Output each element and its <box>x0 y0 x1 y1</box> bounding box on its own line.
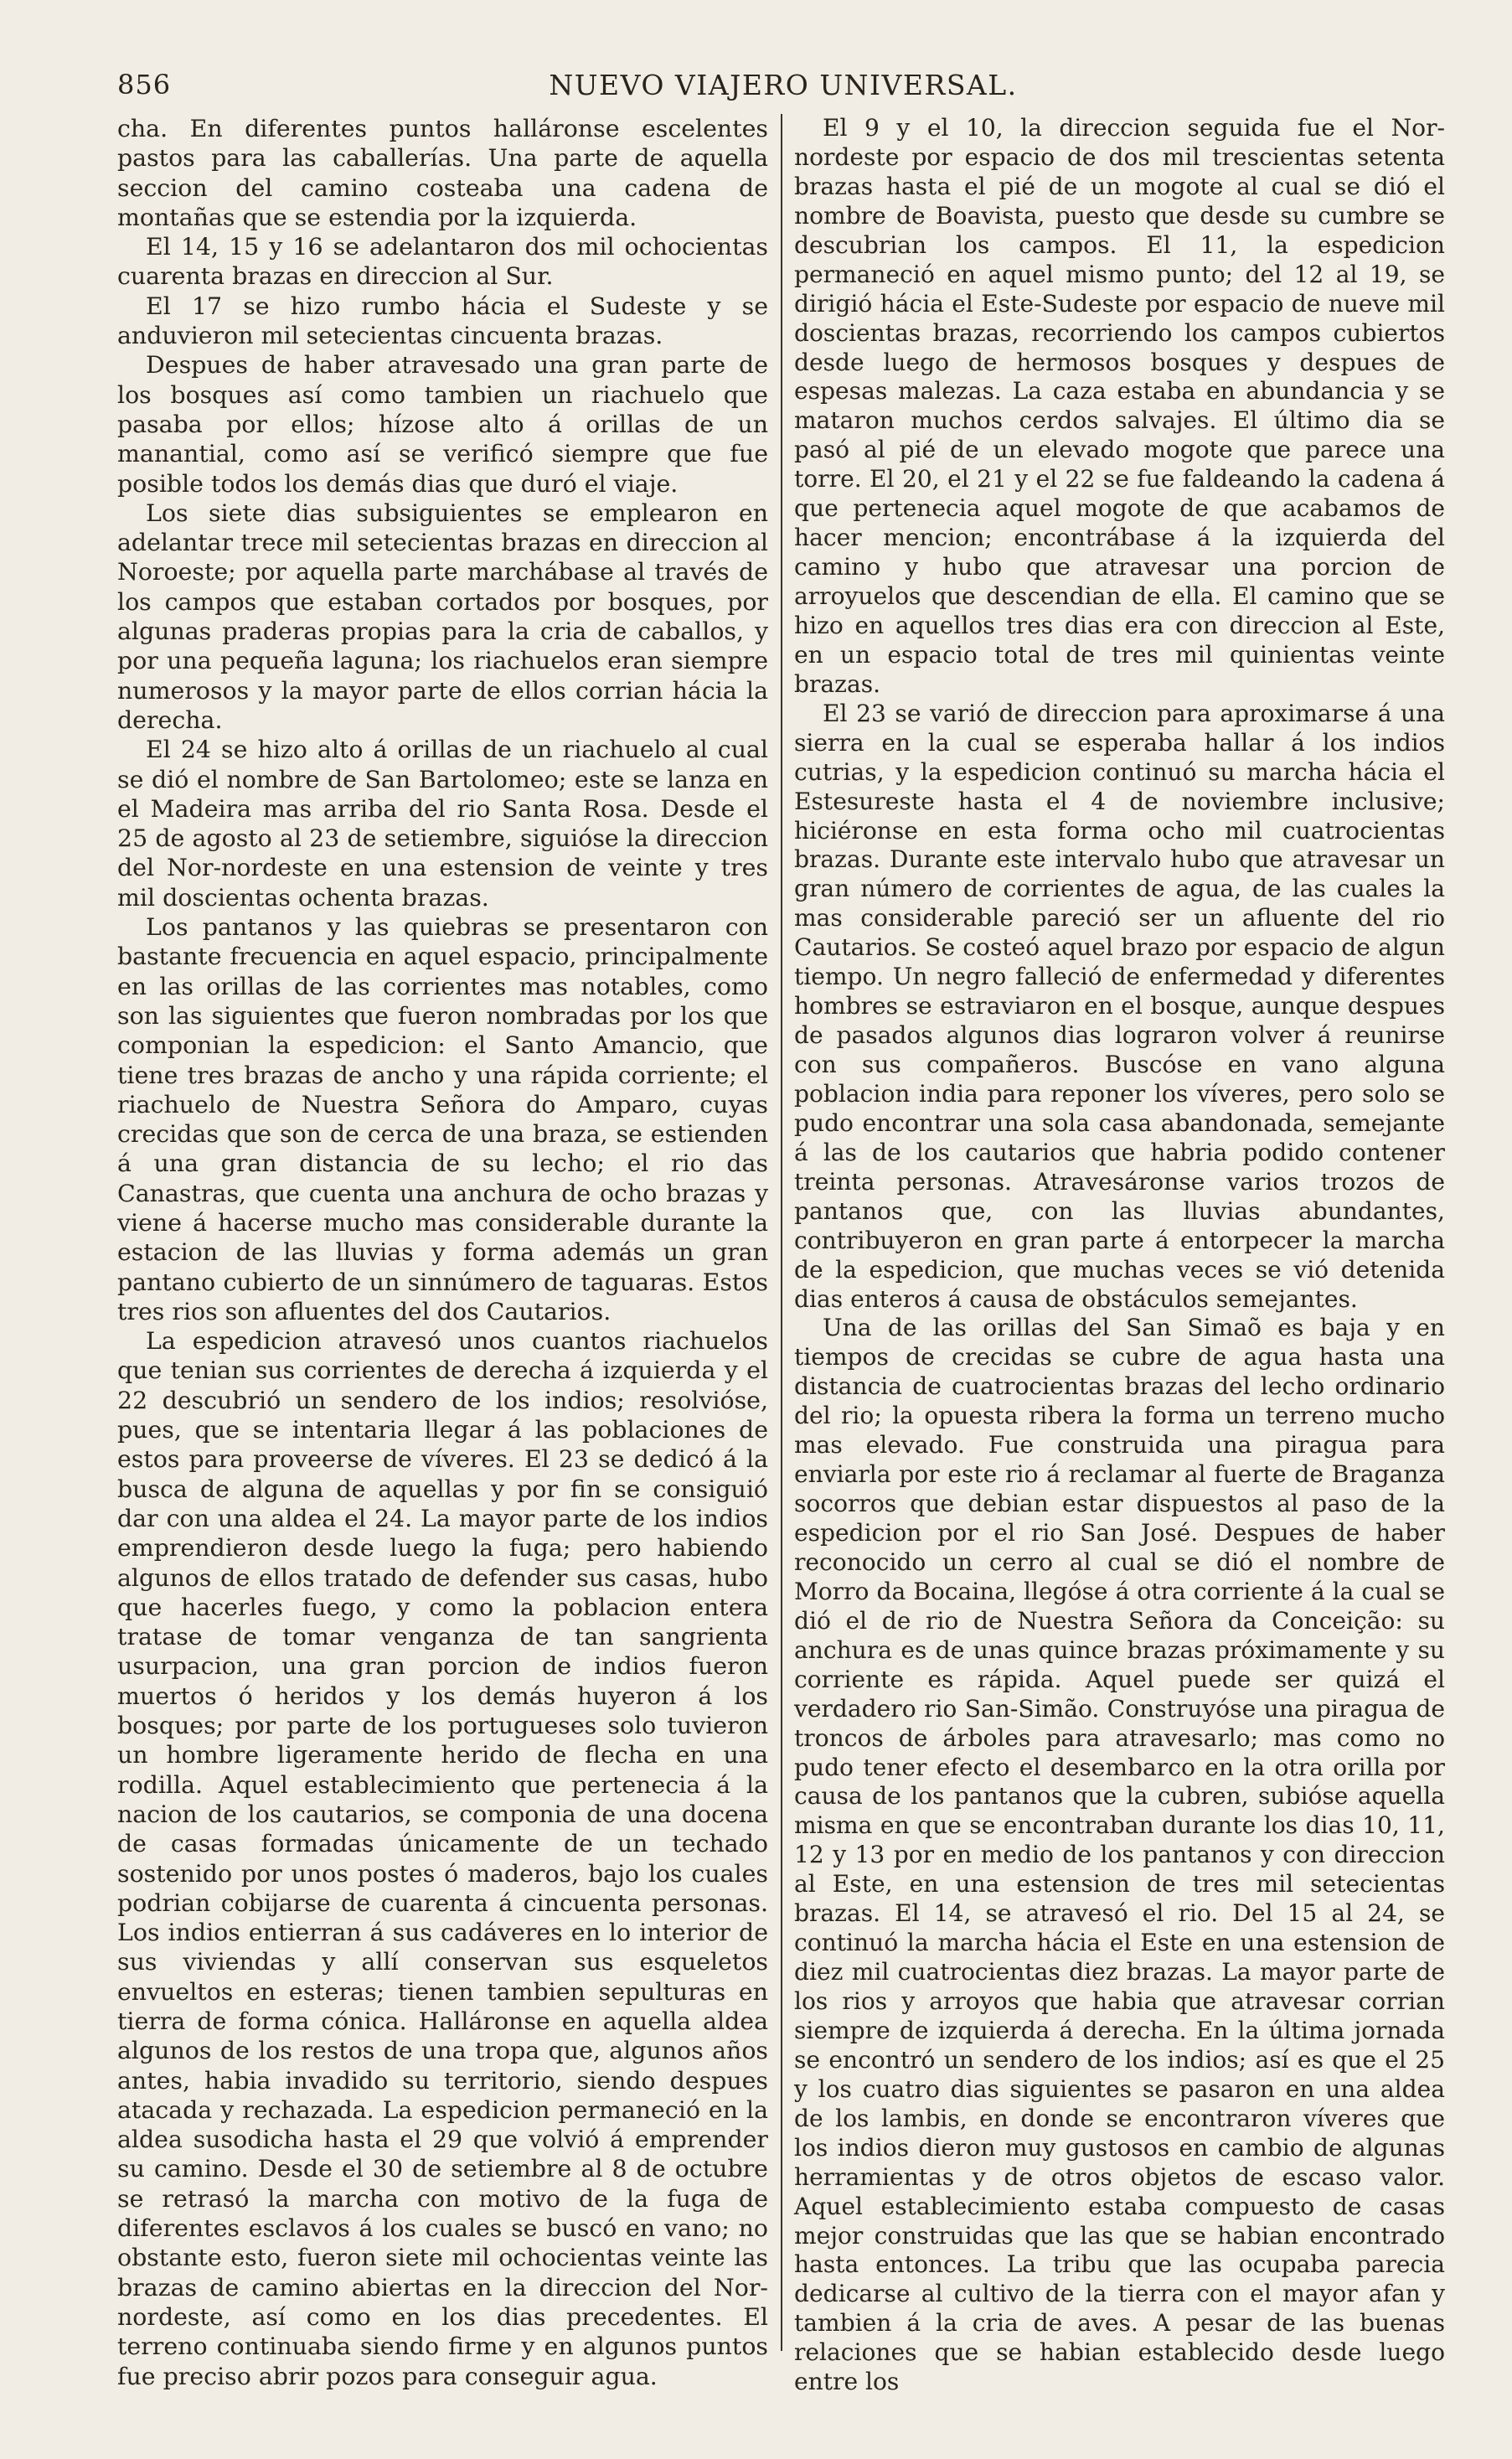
paragraph: El 14, 15 y 16 se adelantaron dos mil ochocientas cuarenta brazas en direccion al Sur. <box>117 233 768 291</box>
paragraph: El 9 y el 10, la direccion seguida fue el Nor-nordeste por espacio de dos mil trescientas setenta brazas hasta el pié de un mogote al cual se dió el nombre de Boavista, puesto que desde su cumbre se descubrian los campos. El 11, la espedicion permaneció en aquel mismo punto; del 12 al 19, se dirigió hácia el Este-Sudeste por espacio de nueve mil doscientas brazas, recorriendo los campos cubiertos desde luego de hermosos bosques y despues de espesas malezas. La caza estaba en abundancia y se mataron muchos cerdos salvajes. El último dia se pasó al pié de un elevado mogote que parece una torre. El 20, el 21 y el 22 se fue faldeando la cadena á que pertenecia aquel mogote de que acabamos de hacer mencion; encontrábase á la izquierda del camino y hubo que atravesar una porcion de arroyuelos que descendian de ella. El camino que se hizo en aquellos tres dias era con direccion al Este, en un espacio total de tres mil quinientas veinte brazas. <box>794 114 1445 698</box>
paragraph: cha. En diferentes puntos halláronse escelentes pastos para las caballerías. Una parte de aquella seccion del camino costeaba una cadena de montañas que se estendia por la izquierda. <box>117 115 768 231</box>
paragraph: El 17 se hizo rumbo hácia el Sudeste y se anduvieron mil setecientas cincuenta brazas. <box>117 292 768 350</box>
page-number: 856 <box>117 69 172 101</box>
left-column <box>117 114 768 2391</box>
page-header <box>117 69 1449 102</box>
column-divider <box>781 114 782 2351</box>
paragraph: Despues de haber atravesado una gran parte de los bosques así como tambien un riachuelo que pasaba por ellos; hízose alto á orillas de un manantial, como así se verificó siempre que fue posible todos los demás dias que duró el viaje. <box>117 351 768 498</box>
paragraph: Los pantanos y las quiebras se presentaron con bastante frecuencia en aquel espacio, principalmente en las orillas de las corrientes mas notables, como son las siguientes que fueron nombradas por los que componian la espedicion: el Santo Amancio, que tiene tres brazas de ancho y una rápida corriente; el riachuelo de Nuestra Señora do Amparo, cuyas crecidas que son de cerca de una braza, se estienden á una gran distancia de su lecho; el rio das Canastras, que cuenta una anchura de ocho brazas y viene á hacerse mucho mas considerable durante la estacion de las lluvias y forma además un gran pantano cubierto de un sinnúmero de taguaras. Estos tres rios son afluentes del dos Cautarios. <box>117 913 768 1325</box>
paragraph: Los siete dias subsiguientes se emplearon en adelantar trece mil setecientas brazas en direccion al Noroeste; por aquella parte marchábase al través de los campos que estaban cortados por bosques, por algunas praderas propias para la cria de caballos, y por una pequeña laguna; los riachuelos eran siempre numerosos y la mayor parte de ellos corrian hácia la derecha. <box>117 499 768 734</box>
paragraph: Una de las orillas del San Simaõ es baja y en tiempos de crecidas se cubre de agua hasta una distancia de cuatrocientas brazas del lecho ordinario del rio; la opuesta ribera la forma un terreno mucho mas elevado. Fue construida una piragua para enviarla por este rio á reclamar al fuerte de Braganza socorros que debian estar dispuestos al paso de la espedicion por el rio San José. Despues de haber reconocido un cerro al cual se dió el nombre de Morro da Bocaina, llegóse á otra corriente á la cual se dió el de rio de Nuestra Señora da Conceição: su anchura es de unas quince brazas próximamente y su corriente es rápida. Aquel puede ser quizá el verdadero rio San-Simão. Construyóse una piragua de troncos de árboles para atravesarlo; mas como no pudo tener efecto el desembarco en la otra orilla por causa de los pantanos que la cubren, subióse aquella misma en que se encontraban durante los dias 10, 11, 12 y 13 por en medio de los pantanos y con direccion al Este, en una estension de tres mil setecientas brazas. El 14, se atravesó el rio. Del 15 al 24, se continuó la marcha hácia el Este en una estension de diez mil cuatrocientas diez brazas. La mayor parte de los rios y arroyos que habia que atravesar corrian siempre de izquierda á derecha. En la última jornada se encontró un sendero de los indios; así es que el 25 y los cuatro dias siguientes se pasaron en una aldea de los lambis, en donde se encontraron víveres que los indios dieron muy gustosos en cambio de algunas herramientas y de otros objetos de escaso valor. Aquel establecimiento estaba compuesto de casas mejor construidas que las que se habian encontrado hasta entonces. La tribu que las ocupaba parecia dedicarse al cultivo de la tierra con el mayor afan y tambien á la cria de aves. A pesar de las buenas relaciones que se habian establecido desde luego entre los <box>794 1314 1445 2396</box>
running-title: NUEVO VIAJERO UNIVERSAL. <box>549 69 1018 101</box>
paragraph: La espedicion atravesó unos cuantos riachuelos que tenian sus corrientes de derecha á izquierda y el 22 descubrió un sendero de los indios; resolvióse, pues, que se intentaria llegar á las poblaciones de estos para proveerse de víveres. El 23 se dedicó á la busca de alguna de aquellas y por fin se consiguió dar con una aldea el 24. La mayor parte de los indios emprendieron desde luego la fuga; pero habiendo algunos de ellos tratado de defender sus casas, hubo que hacerles fuego, y como la poblacion entera tratase de tomar venganza de tan sangrienta usurpacion, una gran porcion de indios fueron muertos ó heridos y los demás huyeron á los bosques; por parte de los portugueses solo tuvieron un hombre ligeramente herido de flecha en una rodilla. Aquel establecimiento que pertenecia á la nacion de los cautarios, se componia de una docena de casas formadas únicamente de un techado sostenido por unos postes ó maderos, bajo los cuales podrian cobijarse de cuarenta á cincuenta personas. Los indios entierran á sus cadáveres en lo interior de sus viviendas y allí conservan sus esqueletos envueltos en esteras; tienen tambien sepulturas en tierra de forma cónica. Halláronse en aquella aldea algunos de los restos de una tropa que, algunos años antes, habia invadido su territorio, siendo despues atacada y rechazada. La espedicion permaneció en la aldea susodicha hasta el 29 que volvió á emprender su camino. Desde el 30 de setiembre al 8 de octubre se retrasó la marcha con motivo de la fuga de diferentes esclavos á los cuales se buscó en vano; no obstante esto, fueron siete mil ochocientas veinte las brazas de camino abiertas en la direccion del Nor-nordeste, así como en los dias precedentes. El terreno continuaba siendo firme y en algunos puntos fue preciso abrir pozos para conseguir agua. <box>117 1327 768 2390</box>
paragraph: El 23 se varió de direccion para aproximarse á una sierra en la cual se esperaba hallar á los indios cutrias, y la espedicion continuó su marcha hácia el Estesureste hasta el 4 de noviembre inclusive; hiciéronse en esta forma ocho mil cuatrocientas brazas. Durante este intervalo hubo que atravesar un gran número de corrientes de agua, de las cuales la mas considerable pareció ser un afluente del rio Cautarios. Se costeó aquel brazo por espacio de algun tiempo. Un negro falleció de enfermedad y diferentes hombres se estraviaron en el bosque, aunque despues de pasados algunos dias lograron volver á reunirse con sus compañeros. Buscóse en vano alguna poblacion india para reponer los víveres, pero solo se pudo encontrar una sola casa abandonada, semejante á las de los cautarios que habria podido contener treinta personas. Atravesáronse varios trozos de pantanos que, con las lluvias abundantes, contribuyeron en gran parte á entorpecer la marcha de la espedicion, que muchas veces se vió detenida dias enteros á causa de obstáculos semejantes. <box>794 699 1445 1313</box>
right-column <box>794 114 1445 2397</box>
paragraph: El 24 se hizo alto á orillas de un riachuelo al cual se dió el nombre de San Bartolomeo; este se lanza en el Madeira mas arriba del rio Santa Rosa. Desde el 25 de agosto al 23 de setiembre, siguióse la direccion del Nor-nordeste en una estension de veinte y tres mil doscientas ochenta brazas. <box>117 736 768 912</box>
